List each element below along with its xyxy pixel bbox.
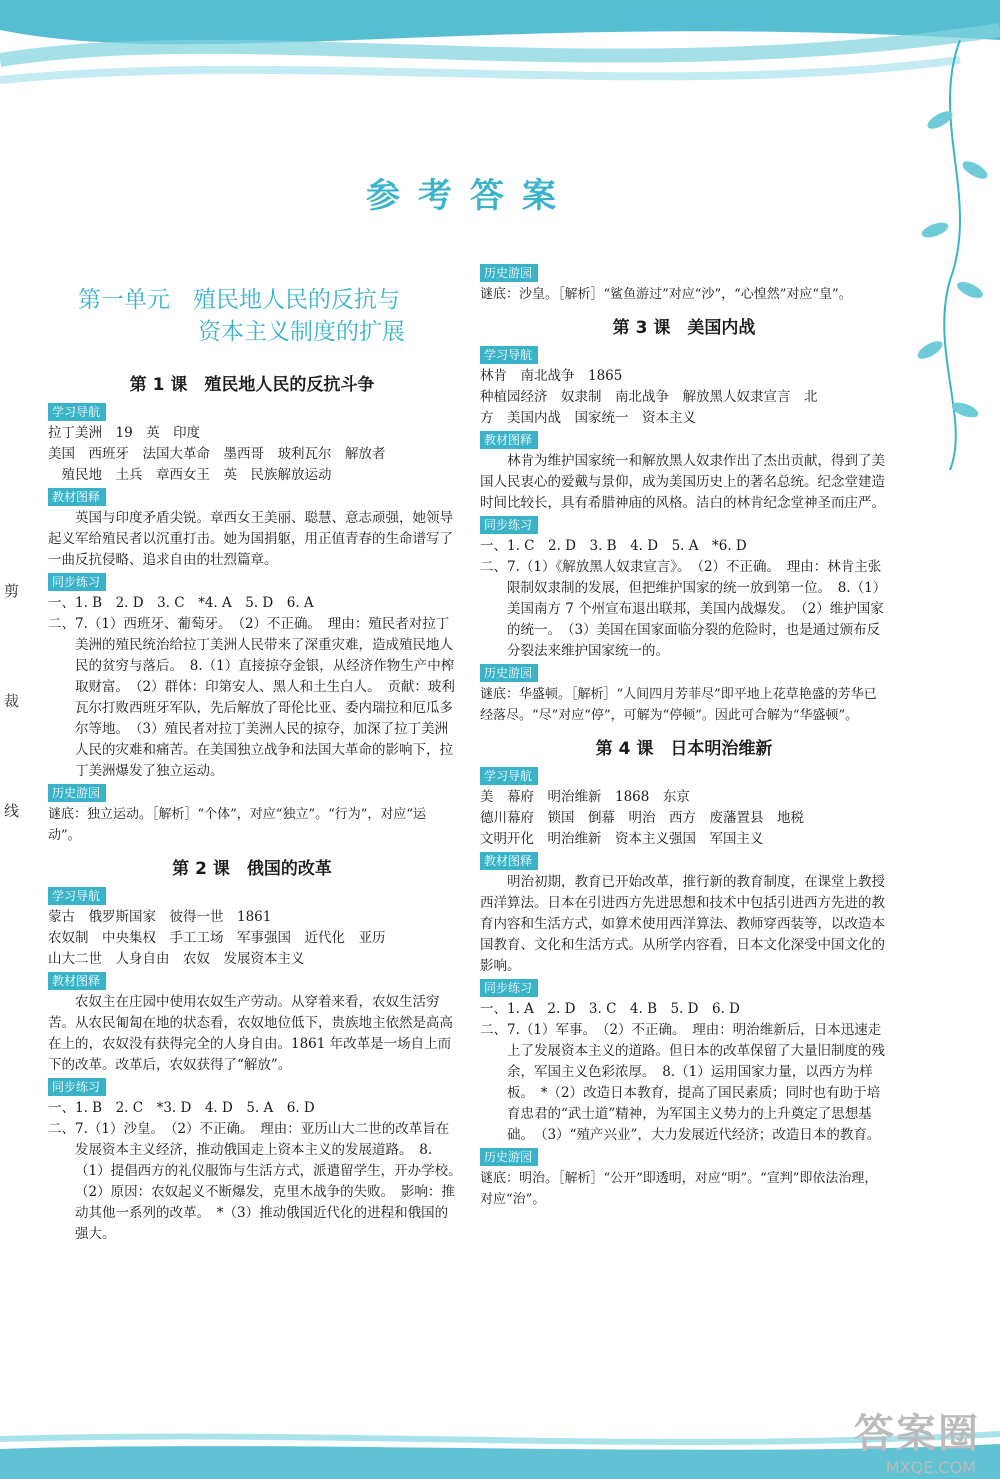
section-tag: 同步练习 <box>48 1078 106 1096</box>
section-tag-row <box>480 262 888 284</box>
vine-decoration <box>890 0 1000 470</box>
lesson-title: 第 3 课 美国内战 <box>612 318 756 338</box>
section-tag-row <box>48 571 456 593</box>
section-tag-row <box>48 885 456 907</box>
section-tag-row <box>480 344 888 366</box>
section-tag-row <box>480 514 888 536</box>
unit-title-line1: 第一单元 殖民地人民的反抗与 <box>78 287 400 313</box>
guide-line: 种植园经济 奴隶制 南北战争 解放黑人奴隶宣言 北 <box>480 389 818 405</box>
section-tag-row <box>48 1076 456 1098</box>
guide-line: 林肯 南北战争 1865 <box>480 368 623 384</box>
section-tag: 同步练习 <box>480 979 538 997</box>
figure-explanation: 农奴主在庄园中使用农奴生产劳动。从穿着来看，农奴生活穷苦。从农民匍匐在地的状态看，农奴地位低下，贵族地主依然是高高在上的，农奴没有获得完全的人身自由。1861 年改革是一场自上而下的改革。改革后，农奴获得了“解放”。 <box>48 994 453 1073</box>
section-tag: 历史游园 <box>480 264 538 282</box>
section-tag: 历史游园 <box>480 1148 538 1166</box>
cut-line-mark: 剪 <box>4 582 20 600</box>
answer-line: 二、7.（1）《解放黑人奴隶宣言》。 （2）不正确。 理由：林肯主张限制奴隶制的发展，但把维护国家的统一放到第一位。 8.（1）美国南方 7 个州宣布退出联邦，美国内战爆发。 （2）维护国家的统一。 （3）美国在国家面临分裂的危险时，也是通过颁布反分裂法来维护国家统一的。 <box>480 559 887 659</box>
section-tag: 同步练习 <box>480 516 538 534</box>
guide-line: 山大二世 人身自由 农奴 发展资本主义 <box>48 951 305 967</box>
bottom-band-decoration <box>0 1399 1000 1479</box>
answer-line: 二、7.（1）军事。 （2）不正确。 理由：明治维新后，日本迅速走上了发展资本主义的道路。但日本的改革保留了大量旧制度的残余，军国主义色彩浓厚。 8.（1）运用国家力量，以西方为样板。 *（2）改造日本教育，提高了国民素质；同时也有助于培育忠君的“武士道”精神，为军国主义势力的上升奠定了思想基础。 （3）“殖产兴业”，大力发展近代经济；改造日本的教育。 <box>480 1022 885 1143</box>
guide-line: 文明开化 明治维新 资本主义强国 军国主义 <box>480 831 764 847</box>
figure-explanation: 明治初期，教育已开始改革，推行新的教育制度，在课堂上教授西洋算法。日本在引进西方先进思想和技术中包括引进西方先进的教育内容和生活方式，如算术使用西洋算法、教师穿西装等，以改造本国教育、文化和生活方式。从所学内容看，日本文化深受中国文化的影响。 <box>480 874 885 974</box>
section-tag-row <box>480 850 888 872</box>
cut-line-mark: 线 <box>4 802 20 820</box>
section-tag-row <box>480 662 888 684</box>
section-tag-row <box>48 782 456 804</box>
figure-explanation: 英国与印度矛盾尖锐。章西女王美丽、聪慧、意志顽强，她领导起义军给殖民者以沉重打击。她为国捐躯，用正值青春的生命谱写了一曲反抗侵略、追求自由的壮烈篇章。 <box>48 510 453 568</box>
section-tag: 教材图释 <box>48 972 106 990</box>
section-tag: 学习导航 <box>480 346 538 364</box>
answer-line: 一、1. A 2. D 3. C 4. B 5. D 6. D <box>480 1001 741 1017</box>
section-tag-row <box>48 401 456 423</box>
answer-line: 一、1. C 2. D 3. B 4. D 5. A *6. D <box>480 538 747 554</box>
guide-line: 德川幕府 锁国 倒幕 明治 西方 废藩置县 地税 <box>480 810 804 826</box>
section-tag-row <box>480 1146 888 1168</box>
section-tag-row <box>480 765 888 787</box>
section-tag: 学习导航 <box>48 887 106 905</box>
right-column <box>480 262 888 1210</box>
section-tag: 学习导航 <box>480 767 538 785</box>
guide-line: 蒙古 俄罗斯国家 彼得一世 1861 <box>48 909 272 925</box>
section-tag-row <box>480 429 888 451</box>
watermark-url: MXQE.COM <box>885 1458 976 1477</box>
guide-line: 拉丁美洲 19 英 印度 <box>48 425 201 441</box>
section-tag: 教材图释 <box>480 431 538 449</box>
answer-line: 二、7.（1）西班牙、葡萄牙。 （2）不正确。 理由：殖民者对拉丁美洲的殖民统治给拉丁美洲人民带来了深重灾难，造成殖民地人民的贫穷与落后。 8.（1）直接掠夺金银，从经济作物生产中榨取财富。 （2）群体：印第安人、黑人和土生白人。 贡献：玻利瓦尔打败西班牙军队，先后解放了哥伦比亚、委内瑞拉和厄瓜多尔等地。 （3）殖民者对拉丁美洲人民的掠夺，加深了拉丁美洲人民的灾难和痛苦。在美国独立战争和法国大革命的影响下，拉丁美洲爆发了独立运动。 <box>48 616 455 779</box>
riddle-answer: 谜底：华盛顿。［解析］“人间四月芳菲尽”即平地上花草艳盛的芳华已经落尽。“尽”对应“停”，可解为“停顿”。因此可合解为“华盛顿”。 <box>480 687 877 723</box>
unit-title-line2: 资本主义制度的扩展 <box>198 319 405 345</box>
cut-line-mark: 裁 <box>4 692 20 710</box>
watermark-logo: 答案圈 <box>854 1411 980 1457</box>
answer-line: 一、1. B 2. D 3. C *4. A 5. D 6. A <box>48 595 314 611</box>
section-tag: 教材图释 <box>480 852 538 870</box>
guide-line: 殖民地 土兵 章西女王 英 民族解放运动 <box>48 467 332 483</box>
guide-line: 农奴制 中央集权 手工工场 军事强国 近代化 亚历 <box>48 930 386 946</box>
answer-line: 二、7.（1）沙皇。 （2）不正确。 理由：亚历山大二世的改革旨在发展资本主义经济，推动俄国走上资本主义的发展道路。 8.（1）提倡西方的礼仪服饰与生活方式，派遣留学生，开办学校。 （2）原因：农奴起义不断爆发，克里木战争的失败。 影响：推动其他一系列的改革。 *（3）推动俄国近代化的进程和俄国的强大。 <box>48 1121 469 1242</box>
section-tag: 学习导航 <box>48 403 106 421</box>
top-banner-decoration <box>0 0 1000 110</box>
guide-line: 方 美国内战 国家统一 资本主义 <box>480 410 696 426</box>
page-title: 参考答案 <box>366 176 574 216</box>
lesson-title: 第 4 课 日本明治维新 <box>595 739 773 759</box>
figure-explanation: 林肯为维护国家统一和解放黑人奴隶作出了杰出贡献，得到了美国人民衷心的爱戴与景仰，成为美国历史上的著名总统。纪念堂建造时间比较长，具有希腊神庙的风格。洁白的林肯纪念堂神圣而庄严。 <box>480 453 885 511</box>
answer-line: 一、1. B 2. C *3. D 4. D 5. A 6. D <box>48 1100 315 1116</box>
riddle-answer: 谜底：明治。［解析］“公开”即透明，对应“明”。“宣判”即依法治理，对应“治”。 <box>480 1171 878 1207</box>
left-column <box>48 270 469 1245</box>
lesson-title: 第 1 课 殖民地人民的反抗斗争 <box>129 375 375 395</box>
section-tag-row <box>48 970 456 992</box>
section-tag-row <box>480 977 888 999</box>
guide-line: 美国 西班牙 法国大革命 墨西哥 玻利瓦尔 解放者 <box>48 446 386 462</box>
riddle-answer: 谜底：沙皇。［解析］“鲨鱼游过”对应“沙”，“心惶然”对应“皇”。 <box>480 287 852 302</box>
unit-title <box>78 284 456 348</box>
section-tag: 同步练习 <box>48 573 106 591</box>
guide-line: 美 幕府 明治维新 1868 东京 <box>480 789 690 805</box>
lesson-title: 第 2 课 俄国的改革 <box>172 859 332 879</box>
section-tag-row <box>48 486 456 508</box>
riddle-answer: 谜底：独立运动。［解析］“个体”，对应“独立”。“行为”，对应“运动”。 <box>48 807 427 843</box>
section-tag: 历史游园 <box>48 784 106 802</box>
section-tag: 教材图释 <box>48 488 106 506</box>
section-tag: 历史游园 <box>480 664 538 682</box>
